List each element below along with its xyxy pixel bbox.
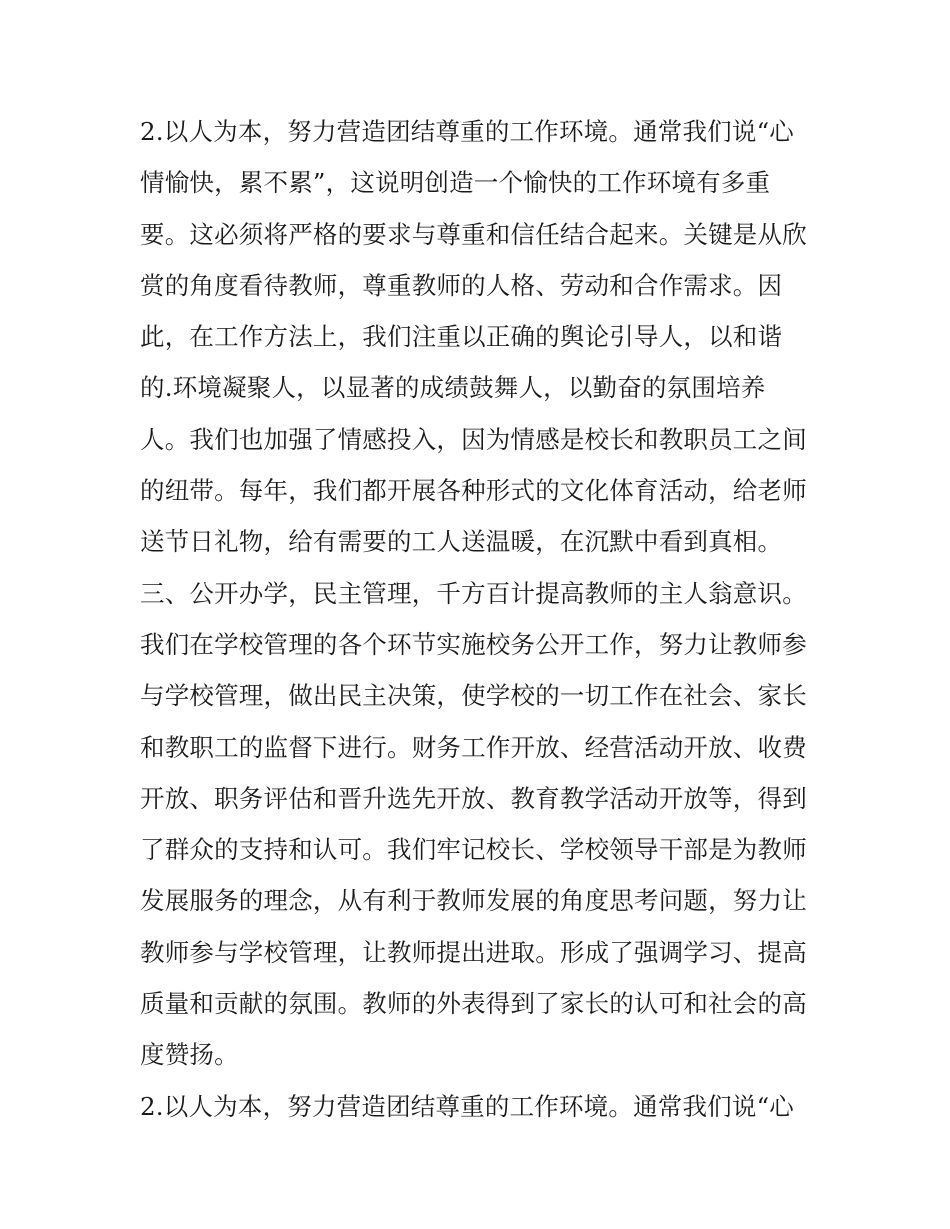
text-line: 和教职工的监督下进行。财务工作开放、经营活动开放、收费	[140, 732, 807, 762]
text-line: 了群众的支持和认可。我们牢记校长、学校领导干部是为教师	[140, 835, 807, 865]
text-line: 此，在工作方法上，我们注重以正确的舆论引导人，以和谐	[140, 322, 783, 352]
text-line: 质量和贡献的氛围。教师的外表得到了家长的认可和社会的高	[140, 989, 807, 1019]
document-body	[140, 106, 820, 1132]
text-line: 送节日礼物，给有需要的工人送温暖，在沉默中看到真相。	[140, 527, 783, 557]
text-line: 的纽带。每年，我们都开展各种形式的文化体育活动，给老师	[140, 476, 807, 506]
text-line: 赏的角度看待教师，尊重教师的人格、劳动和合作需求。因	[140, 270, 783, 300]
text-line: 我们在学校管理的各个环节实施校务公开工作，努力让教师参	[140, 629, 807, 659]
section-heading: 三、公开办学，民主管理，千方百计提高教师的主人翁意识。	[140, 578, 807, 608]
text-line: 教师参与学校管理，让教师提出进取。形成了强调学习、提高	[140, 937, 807, 967]
text-line: 2.以人为本，努力营造团结尊重的工作环境。通常我们说“心	[140, 117, 794, 146]
text-line: 发展服务的理念，从有利于教师发展的角度思考问题，努力让	[140, 886, 807, 916]
text-line: 度赞扬。	[140, 1040, 239, 1070]
text-line: 的.环境凝聚人，以显著的成绩鼓舞人，以勤奋的氛围培养	[140, 373, 766, 403]
text-line: 人。我们也加强了情感投入，因为情感是校长和教职员工之间	[140, 424, 807, 454]
text-line: 情愉快，累不累”，这说明创造一个愉快的工作环境有多重	[140, 168, 771, 198]
text-line: 开放、职务评估和晋升选先开放、教育教学活动开放等，得到	[140, 783, 807, 813]
text-line: 2.以人为本，努力营造团结尊重的工作环境。通常我们说“心	[140, 1091, 794, 1121]
text-line: 与学校管理，做出民主决策，使学校的一切工作在社会、家长	[140, 681, 807, 711]
text-line: 要。这必须将严格的要求与尊重和信任结合起来。关键是从欣	[140, 219, 807, 249]
